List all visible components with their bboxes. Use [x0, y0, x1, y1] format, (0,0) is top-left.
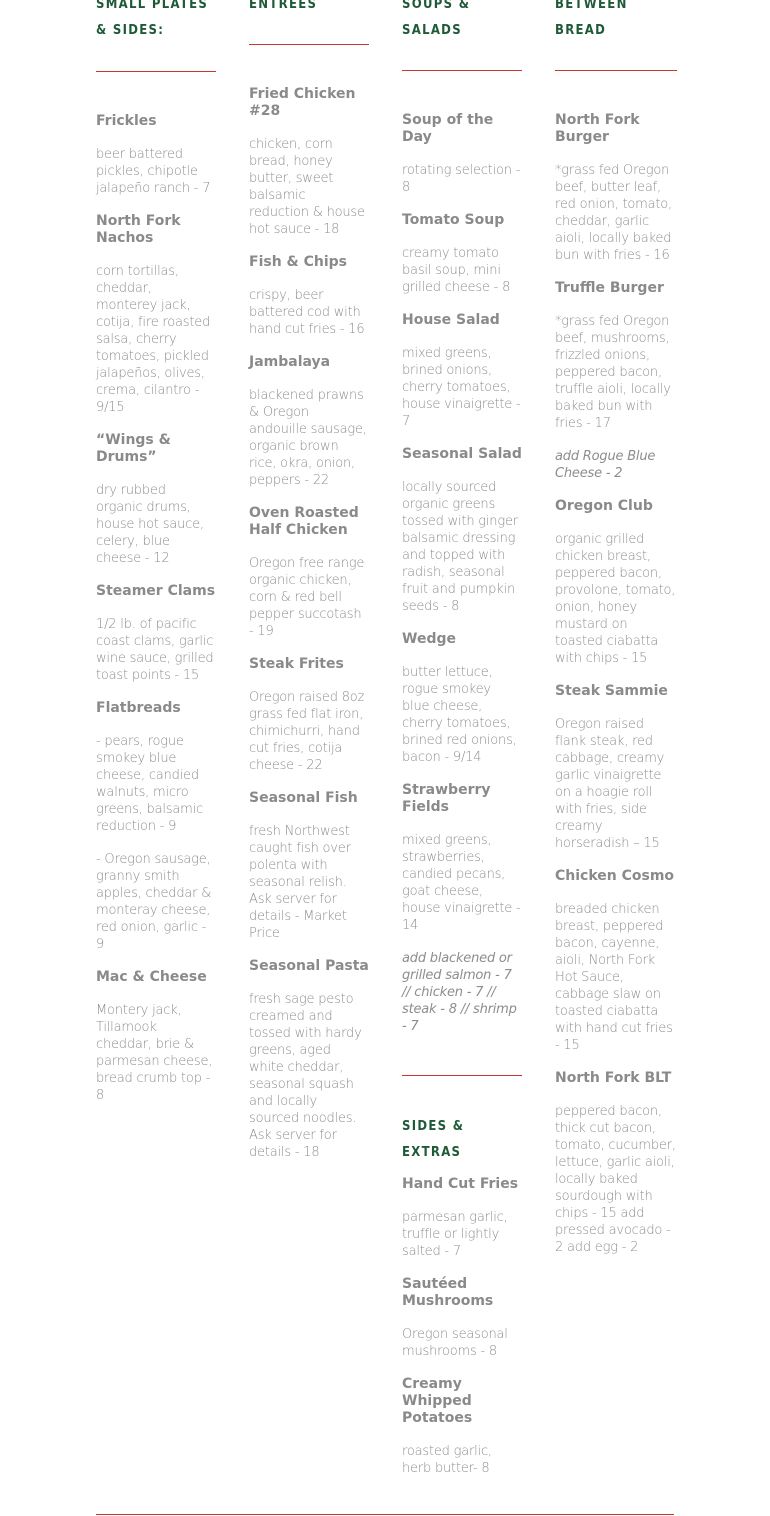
menu-column-between-bread: [555, 0, 677, 1272]
menu-item-desc: blackened prawns & Oregon andouille sausage, organic brown rice, okra, onion, peppers - 22: [249, 388, 367, 488]
menu-item-desc: fresh Northwest caught fish over polenta with seasonal relish. Ask server for details - Market Price: [249, 824, 351, 941]
menu-item-name: Steak Sammie: [555, 683, 668, 699]
menu-item-desc: parmesan garlic, truffle or lightly salted - 7: [402, 1210, 508, 1259]
menu-item-desc: - Oregon sausage, granny smith apples, cheddar & monteray cheese, red onion, garlic - 9: [96, 852, 212, 952]
menu-item: [96, 113, 216, 197]
menu-item-name: Jambalaya: [249, 354, 331, 370]
menu-item-name: Oven Roasted Half Chicken: [249, 505, 359, 538]
menu-item-desc: locally sourced organic greens tossed with ginger balsamic dressing and topped with radish, seasonal fruit and pumpkin seeds - 8: [402, 480, 518, 614]
menu-item: [555, 498, 677, 667]
menu-item-desc: *grass fed Oregon beef, mushrooms, frizzled onions, peppered bacon, truffle aioli, locally baked bun with fries - 17: [555, 314, 671, 431]
menu-item: [249, 790, 369, 942]
section-heading: SIDES & EXTRAS: [402, 1119, 465, 1160]
menu-item-desc: 1/2 lb. of pacific coast clams, garlic wine sauce, grilled toast points - 15: [96, 617, 214, 683]
menu-item-name: Tomato Soup: [402, 212, 505, 228]
menu-item-name: House Salad: [402, 312, 500, 328]
menu-item: [402, 1276, 522, 1360]
menu-item-desc: Oregon raised flank steak, red cabbage, creamy garlic vinaigrette on a hoagie roll with fries, side creamy horseradish – 15: [555, 717, 665, 851]
menu-item: [402, 112, 522, 196]
menu-item: [96, 969, 216, 1104]
menu-item-name: Truffle Burger: [555, 280, 664, 296]
menu-column-soups-salads: [402, 0, 522, 1493]
menu-item: [249, 86, 369, 238]
menu-item-desc: creamy tomato basil soup, mini grilled cheese - 8: [402, 246, 511, 295]
menu-item-desc: organic grilled chicken breast, peppered bacon, provolone, tomato, onion, honey mustard on toasted ciabatta with chips - 15: [555, 532, 676, 666]
menu-item-desc: Oregon free range organic chicken, corn & red bell pepper succotash - 19: [249, 556, 365, 639]
menu-item-name: Frickles: [96, 113, 157, 129]
menu-item-name: Hand Cut Fries: [402, 1176, 519, 1192]
menu-item-name: Steak Frites: [249, 656, 344, 672]
menu-item: [249, 354, 369, 489]
menu-item: [555, 1070, 677, 1256]
menu-item-desc: Oregon raised 8oz grass fed flat iron, chimichurri, hand cut fries, cotija cheese - 22: [249, 690, 365, 773]
menu-item-name: Seasonal Pasta: [249, 958, 369, 974]
menu-item-name: Flatbreads: [96, 700, 181, 716]
menu-column-small-plates: [96, 0, 216, 1120]
menu-item-name: Wedge: [402, 631, 456, 647]
menu-item: [402, 1376, 522, 1477]
menu-item-desc: dry rubbed organic drums, house hot sauce, celery, blue cheese - 12: [96, 483, 204, 566]
menu-item-name: “Wings & Drums”: [96, 432, 171, 465]
section-heading: ENTREES: [249, 0, 318, 12]
menu-item: [249, 958, 369, 1161]
menu-item-desc: chicken, corn bread, honey butter, sweet balsamic reduction & house hot sauce - 18: [249, 137, 365, 237]
menu-item-desc: rotating selection - 8: [402, 163, 521, 195]
menu-column-entrees: [249, 0, 369, 1177]
menu-item: [402, 212, 522, 296]
menu-item-desc: - pears, rogue smokey blue cheese, candied walnuts, micro greens, balsamic reduction - 9: [96, 734, 203, 834]
add-on-note: add blackened or grilled salmon - 7 // chicken - 7 // steak - 8 // shrimp - 7: [402, 951, 517, 1034]
menu-item: [249, 505, 369, 640]
menu-item-name: Creamy Whipped Potatoes: [402, 1376, 473, 1426]
menu-item: [402, 446, 522, 615]
menu-item-name: North Fork Burger: [555, 112, 640, 145]
section-heading: SOUPS & SALADS: [402, 0, 471, 38]
menu-item: [96, 583, 216, 684]
menu-item-name: North Fork Nachos: [96, 213, 181, 246]
menu-item: [249, 656, 369, 774]
menu-item: [402, 631, 522, 766]
menu-item-desc: mixed greens, strawberries, candied pecans, goat cheese, house vinaigrette - 14: [402, 833, 521, 933]
menu-item-desc: Oregon seasonal mushrooms - 8: [402, 1327, 508, 1359]
menu-item: [96, 432, 216, 567]
menu-item: [555, 112, 677, 264]
menu-item-name: Fish & Chips: [249, 254, 348, 270]
menu-item-desc: mixed greens, brined onions, cherry tomatoes, house vinaigrette - 7: [402, 346, 521, 429]
menu-item-desc: crispy, beer battered cod with hand cut fries - 16: [249, 288, 365, 337]
menu-item: [249, 254, 369, 338]
menu-item: [96, 700, 216, 835]
menu-item-name: Steamer Clams: [96, 583, 216, 599]
menu-item-name: Sautéed Mushrooms: [402, 1276, 494, 1309]
menu-item: [96, 213, 216, 416]
footer-divider: [96, 1514, 674, 1515]
menu-item-name: Chicken Cosmo: [555, 868, 675, 884]
menu-item-name: North Fork BLT: [555, 1070, 672, 1086]
section-heading: BETWEEN BREAD: [555, 0, 628, 38]
menu-item-name: Mac & Cheese: [96, 969, 207, 985]
menu-item: [402, 782, 522, 934]
menu-item-desc: beer battered pickles, chipotle jalapeño ranch - 7: [96, 147, 211, 196]
menu-item-name: Fried Chicken #28: [249, 86, 356, 119]
menu-item: [555, 683, 677, 852]
menu-item: [96, 851, 216, 953]
menu-item-desc: Montery jack, Tillamook cheddar, brie & parmesan cheese, bread crumb top - 8: [96, 1003, 213, 1103]
menu-item-name: Soup of the Day: [402, 112, 494, 145]
menu-item-desc: butter lettuce, rogue smokey blue cheese, cherry tomatoes, brined red onions, bacon - 9/14: [402, 665, 517, 765]
section-heading: SMALL PLATES & SIDES:: [96, 0, 209, 38]
menu-item-name: Strawberry Fields: [402, 782, 491, 815]
menu-item-desc: roasted garlic, herb butter- 8: [402, 1444, 492, 1476]
menu-item-name: Oregon Club: [555, 498, 653, 514]
menu-item-name: Seasonal Salad: [402, 446, 522, 462]
menu-item-name: Seasonal Fish: [249, 790, 358, 806]
menu-item-desc: *grass fed Oregon beef, butter leaf, red onion, tomato, cheddar, garlic aioli, locally baked bun with fries - 16: [555, 163, 672, 263]
menu-item: [402, 1176, 522, 1260]
menu-item-desc: corn tortillas, cheddar, monterey jack, cotija, fire roasted salsa, cherry tomatoes, pickled jalapeños, olives, crema, cilantro - 9/15: [96, 264, 211, 415]
menu-item-desc: peppered bacon, thick cut bacon, tomato, cucumber, lettuce, garlic aioli, locally baked sourdough with chips - 15 add pressed avocado - 2 add egg - 2: [555, 1104, 676, 1255]
menu-item-desc: fresh sage pesto creamed and tossed with hardy greens, aged white cheddar, seasonal squash and locally sourced noodles. Ask server for details - 18: [249, 992, 362, 1160]
menu-item: [555, 868, 677, 1054]
menu-item: [555, 280, 677, 432]
menu-item-desc: breaded chicken breast, peppered bacon, cayenne, aioli, North Fork Hot Sauce, cabbage slaw on toasted ciabatta with hand cut fries - 15: [555, 902, 673, 1053]
menu-item: [402, 312, 522, 430]
add-on-note: add Rogue Blue Cheese - 2: [555, 449, 656, 481]
